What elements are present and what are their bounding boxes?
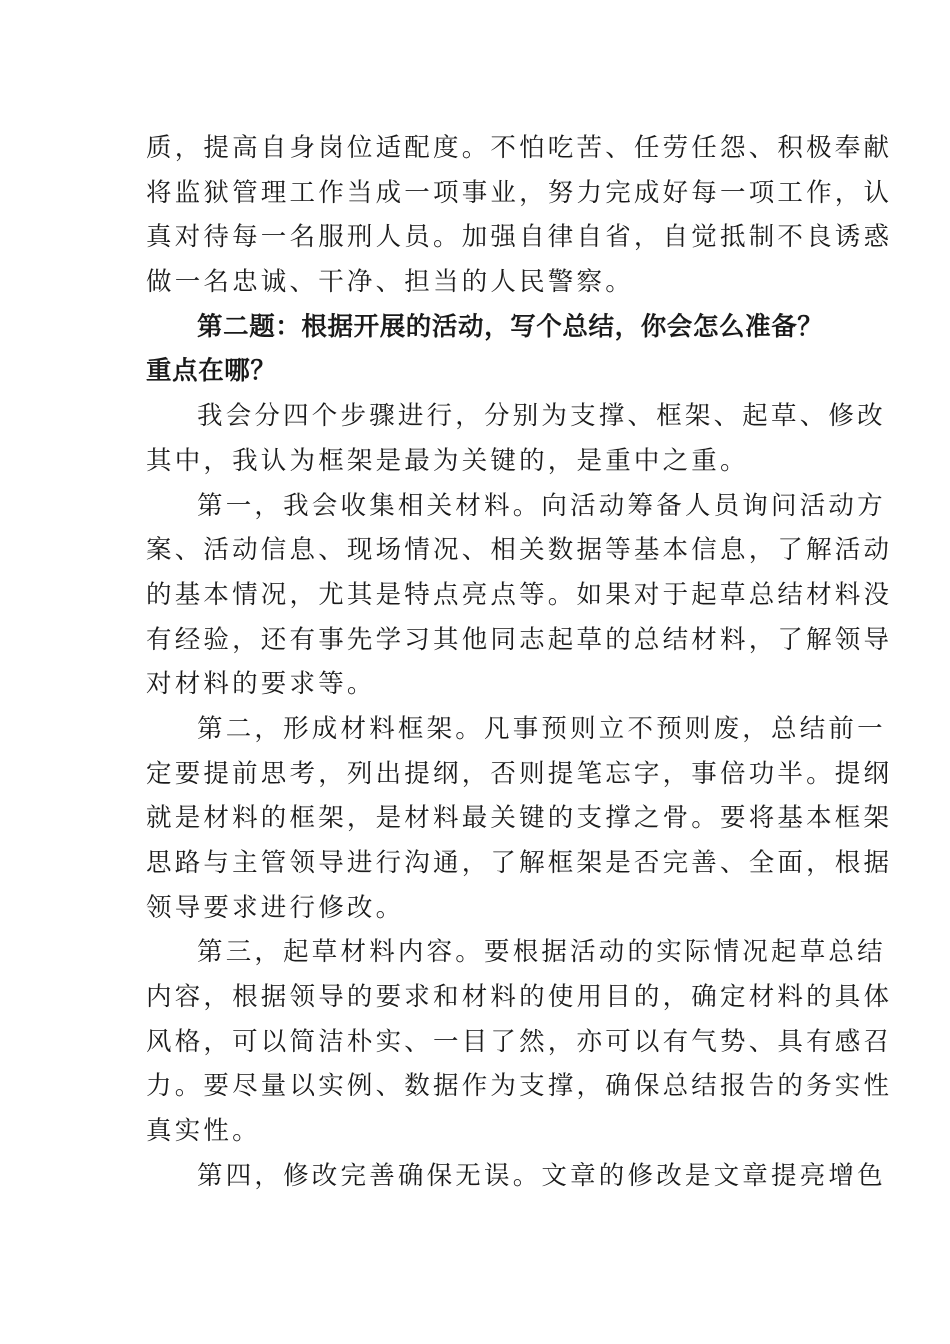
text-line: 我会分四个步骤进行，分别为支撑、框架、起草、修改: [197, 401, 886, 432]
text-line: 质，提高自身岗位适配度。不怕吃苦、任劳任怨、积极奉献: [146, 133, 893, 163]
text-line: 定要提前思考，列出提纲，否则提笔忘字，事倍功半。提纲: [146, 758, 893, 789]
text-line: 第四，修改完善确保无误。文章的修改是文章提亮增色: [197, 1160, 886, 1191]
text-line: 力。要尽量以实例、数据作为支撑，确保总结报告的务实性: [146, 1071, 893, 1102]
text-line: 真对待每一名服刑人员。加强自律自省，自觉抵制不良诱惑: [146, 222, 893, 253]
text-line: 内容，根据领导的要求和材料的使用目的，确定材料的具体: [146, 982, 893, 1013]
text-line: 真实性。: [146, 1116, 261, 1147]
text-line: 第一，我会收集相关材料。向活动筹备人员询问活动方: [197, 490, 886, 521]
text-line: 就是材料的框架，是材料最关键的支撑之骨。要将基本框架: [146, 803, 893, 834]
text-line: 做一名忠诚、干净、担当的人民警察。: [146, 267, 634, 298]
text-line: 第二，形成材料框架。凡事预则立不预则废，总结前一: [197, 713, 886, 744]
text-line: 思路与主管领导进行沟通，了解框架是否完善、全面，根据: [146, 848, 893, 878]
text-line: 有经验，还有事先学习其他同志起草的总结材料，了解领导: [146, 624, 893, 655]
text-line: 其中，我认为框架是最为关键的，是重中之重。: [146, 445, 749, 476]
text-line: 的基本情况，尤其是特点亮点等。如果对于起草总结材料没: [146, 579, 893, 610]
text-line: 案、活动信息、现场情况、相关数据等基本信息，了解活动: [146, 535, 893, 566]
text-line: 将监狱管理工作当成一项事业，努力完成好每一项工作，认: [146, 177, 893, 208]
question-heading: 第二题：根据开展的活动，写个总结，你会怎么准备？: [197, 311, 824, 342]
document-page: [146, 126, 893, 1199]
question-heading-cont: 重点在哪？: [146, 356, 277, 387]
text-line: 领导要求进行修改。: [146, 892, 405, 923]
text-line: 风格，可以简洁朴实、一目了然，亦可以有气势、具有感召: [146, 1026, 893, 1057]
text-line: 对材料的要求等。: [146, 669, 376, 700]
text-line: 第三，起草材料内容。要根据活动的实际情况起草总结: [197, 937, 886, 968]
